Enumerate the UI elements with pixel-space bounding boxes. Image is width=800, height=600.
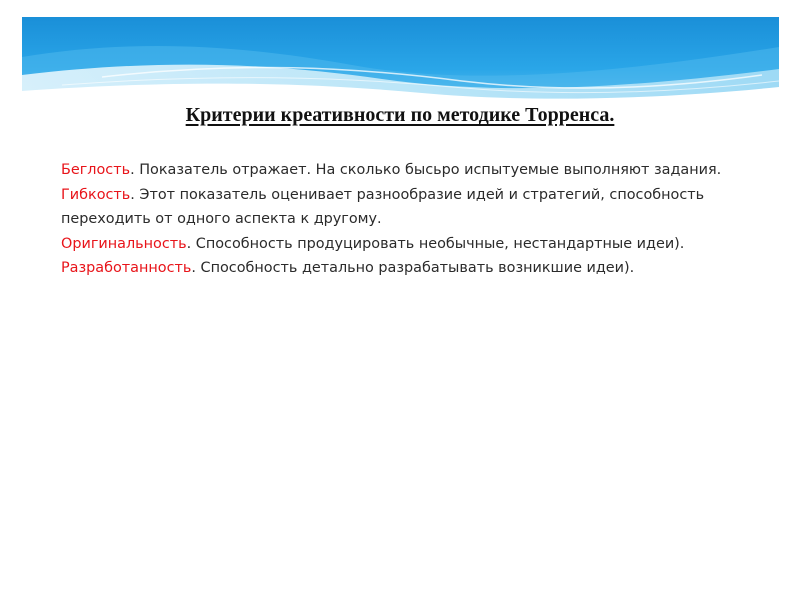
criterion-description: . Показатель отражает. На сколько бысьро испытуемые выполняют задания. [130,162,722,178]
header-wave-banner [22,17,779,112]
criterion-fluency [61,158,741,183]
criterion-flexibility [61,183,741,232]
criterion-elaboration [61,256,741,281]
criterion-description: . Способность продуцировать необычные, нестандартные идеи). [186,235,685,252]
criterion-term: Беглость [61,162,131,178]
criterion-term: Гибкость [61,186,131,203]
wave-graphic [22,17,779,112]
criterion-term: Оригинальность [61,235,187,252]
criterion-description: . Этот показатель оценивает разнообразие идей и стратегий, способность переходить от одного аспекта к другому. [61,186,705,228]
criteria-list [61,158,741,281]
criterion-term: Разработанность [61,260,192,277]
slide-title: Критерии креативности по методике Торренса. [185,104,615,126]
criterion-originality [61,232,741,257]
criterion-description: . Способность детально разрабатывать возникшие идеи). [191,260,635,277]
